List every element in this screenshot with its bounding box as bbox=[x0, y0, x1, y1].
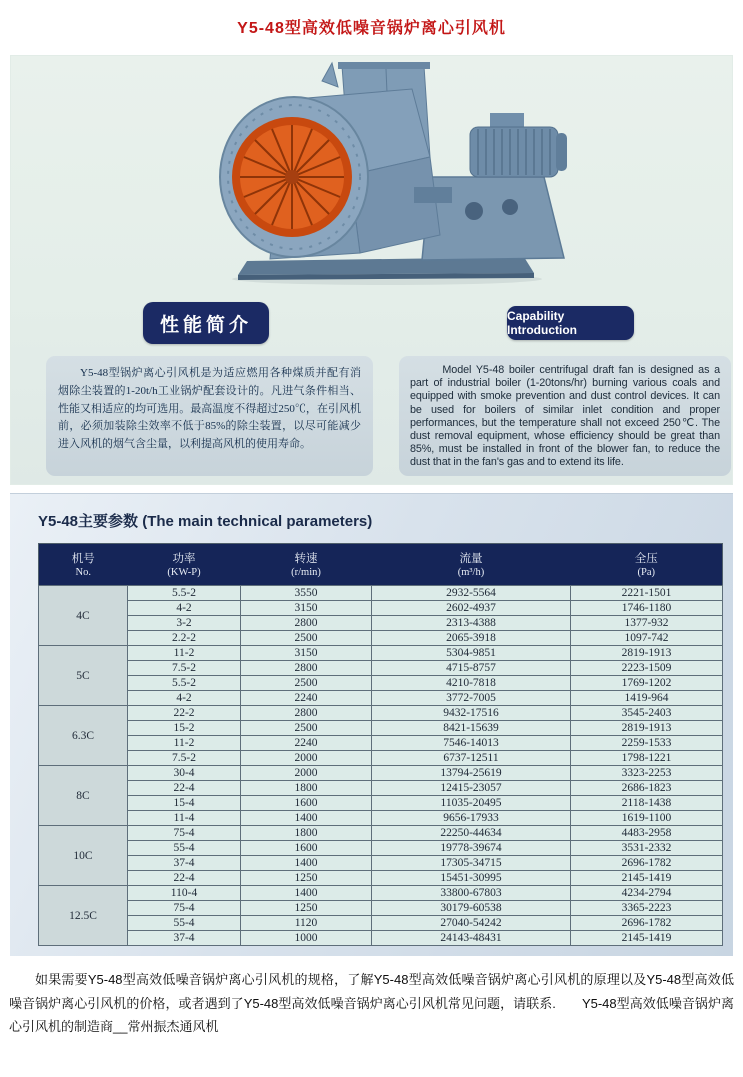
table-row bbox=[39, 721, 723, 736]
flow-cell: 30179-60538 bbox=[372, 901, 571, 916]
pressure-cell: 3365-2223 bbox=[571, 901, 723, 916]
flow-cell: 9432-17516 bbox=[372, 706, 571, 721]
fan-product-image bbox=[172, 56, 572, 294]
flow-cell: 4715-8757 bbox=[372, 661, 571, 676]
flow-cell: 17305-34715 bbox=[372, 856, 571, 871]
table-row bbox=[39, 736, 723, 751]
pedestal-hole bbox=[502, 199, 518, 215]
pressure-cell: 3531-2332 bbox=[571, 841, 723, 856]
table-row bbox=[39, 841, 723, 856]
table-row bbox=[39, 661, 723, 676]
intro-text-english: Model Y5-48 boiler centrifugal draft fan is designed as a part of industrial boiler (1-20tons/hr) burning various coals and equipped with smoke prevention and dust control devices. It can be used for boilers of similar inlet condition and proper performances, but the temperature shall not exceed 250℃. The dust removal equipment, whose efficiency should be great than 85%, must be installed in front of the blower fan, to reduce the dust that in the fan's gas and to extend its life. bbox=[399, 356, 731, 476]
speed-cell: 1250 bbox=[241, 901, 372, 916]
power-cell: 55-4 bbox=[128, 841, 241, 856]
pressure-cell: 3545-2403 bbox=[571, 706, 723, 721]
pressure-cell: 4483-2958 bbox=[571, 826, 723, 841]
speed-cell: 1600 bbox=[241, 841, 372, 856]
power-cell: 11-2 bbox=[128, 646, 241, 661]
table-row bbox=[39, 631, 723, 646]
speed-cell: 1600 bbox=[241, 796, 372, 811]
fan-illustration bbox=[172, 59, 572, 289]
col-header-speed-unit: (r/min) bbox=[291, 566, 321, 578]
speed-cell: 2800 bbox=[241, 661, 372, 676]
power-cell: 75-4 bbox=[128, 901, 241, 916]
table-row bbox=[39, 781, 723, 796]
speed-cell: 1250 bbox=[241, 871, 372, 886]
power-cell: 75-4 bbox=[128, 826, 241, 841]
pressure-cell: 2145-1419 bbox=[571, 931, 723, 946]
col-header-model-cn: 机号 bbox=[71, 552, 95, 565]
flow-cell: 2932-5564 bbox=[372, 586, 571, 601]
flow-cell: 24143-48431 bbox=[372, 931, 571, 946]
flow-cell: 33800-67803 bbox=[372, 886, 571, 901]
pressure-cell: 2686-1823 bbox=[571, 781, 723, 796]
flow-cell: 11035-20495 bbox=[372, 796, 571, 811]
flow-cell: 6737-12511 bbox=[372, 751, 571, 766]
pressure-cell: 2118-1438 bbox=[571, 796, 723, 811]
pressure-cell: 1769-1202 bbox=[571, 676, 723, 691]
speed-cell: 1000 bbox=[241, 931, 372, 946]
col-header-flow-cn: 流量 bbox=[459, 552, 483, 565]
power-cell: 4-2 bbox=[128, 601, 241, 616]
flow-cell: 9656-17933 bbox=[372, 811, 571, 826]
table-row bbox=[39, 931, 723, 946]
speed-cell: 1400 bbox=[241, 856, 372, 871]
col-header-power-unit: (KW-P) bbox=[167, 566, 201, 578]
table-row bbox=[39, 796, 723, 811]
flow-cell: 19778-39674 bbox=[372, 841, 571, 856]
speed-cell: 2800 bbox=[241, 616, 372, 631]
table-row bbox=[39, 871, 723, 886]
power-cell: 11-4 bbox=[128, 811, 241, 826]
flow-cell: 15451-30995 bbox=[372, 871, 571, 886]
pressure-cell: 2259-1533 bbox=[571, 736, 723, 751]
power-cell: 4-2 bbox=[128, 691, 241, 706]
pressure-cell: 1619-1100 bbox=[571, 811, 723, 826]
intro-panel bbox=[10, 55, 733, 485]
speed-cell: 1120 bbox=[241, 916, 372, 931]
table-row bbox=[39, 766, 723, 781]
fan-outlet-flange bbox=[338, 62, 430, 69]
table-row bbox=[39, 691, 723, 706]
power-cell: 110-4 bbox=[128, 886, 241, 901]
col-header-model bbox=[39, 544, 128, 586]
flow-cell: 5304-9851 bbox=[372, 646, 571, 661]
pedestal-hole bbox=[465, 202, 483, 220]
flow-cell: 2065-3918 bbox=[372, 631, 571, 646]
pressure-cell: 2223-1509 bbox=[571, 661, 723, 676]
speed-cell: 2240 bbox=[241, 736, 372, 751]
fan-hub bbox=[285, 170, 299, 184]
flow-cell: 27040-54242 bbox=[372, 916, 571, 931]
parameters-panel bbox=[10, 493, 733, 956]
model-cell: 4C bbox=[39, 586, 128, 646]
flow-cell: 8421-15639 bbox=[372, 721, 571, 736]
speed-cell: 2500 bbox=[241, 631, 372, 646]
flow-cell: 22250-44634 bbox=[372, 826, 571, 841]
params-table-body bbox=[39, 586, 723, 946]
intro-textboxes bbox=[46, 356, 732, 476]
power-cell: 22-2 bbox=[128, 706, 241, 721]
col-header-flow-unit: (m³/h) bbox=[457, 566, 485, 578]
speed-cell: 2000 bbox=[241, 766, 372, 781]
col-header-power-cn: 功率 bbox=[172, 552, 196, 565]
table-row bbox=[39, 706, 723, 721]
flow-cell: 13794-25619 bbox=[372, 766, 571, 781]
col-header-model-sub: No. bbox=[75, 566, 91, 578]
table-row bbox=[39, 886, 723, 901]
flow-cell: 3772-7005 bbox=[372, 691, 571, 706]
pressure-cell: 1746-1180 bbox=[571, 601, 723, 616]
col-header-pressure bbox=[571, 544, 723, 586]
table-row bbox=[39, 811, 723, 826]
intro-text-chinese: Y5-48型锅炉离心引风机是为适应燃用各种煤质并配有消烟除尘装置的1-20t/h工业锅炉配套设计的。凡进气条件相当、性能又相适应的均可选用。最高温度不得超过250℃，在引风机前，必须加装除尘效率不低于85%的除尘装置，以尽可能减少进入风机的烟气含尘量，以利提高风机的使用寿命。 bbox=[46, 356, 373, 476]
power-cell: 22-4 bbox=[128, 871, 241, 886]
power-cell: 3-2 bbox=[128, 616, 241, 631]
pressure-cell: 1097-742 bbox=[571, 631, 723, 646]
pressure-cell: 1419-964 bbox=[571, 691, 723, 706]
speed-cell: 2500 bbox=[241, 676, 372, 691]
power-cell: 11-2 bbox=[128, 736, 241, 751]
pressure-cell: 4234-2794 bbox=[571, 886, 723, 901]
performance-intro-heading: 性能简介 bbox=[143, 302, 269, 344]
pressure-cell: 2221-1501 bbox=[571, 586, 723, 601]
pressure-cell: 2819-1913 bbox=[571, 721, 723, 736]
speed-cell: 1400 bbox=[241, 811, 372, 826]
table-row bbox=[39, 916, 723, 931]
pressure-cell: 3323-2253 bbox=[571, 766, 723, 781]
col-header-speed-cn: 转速 bbox=[294, 552, 318, 565]
pressure-cell: 2145-1419 bbox=[571, 871, 723, 886]
pressure-cell: 2819-1913 bbox=[571, 646, 723, 661]
table-row bbox=[39, 646, 723, 661]
speed-cell: 1800 bbox=[241, 781, 372, 796]
motor-end-cap bbox=[556, 133, 567, 171]
table-header-row bbox=[39, 544, 723, 586]
power-cell: 37-4 bbox=[128, 856, 241, 871]
model-cell: 6.3C bbox=[39, 706, 128, 766]
col-header-power bbox=[128, 544, 241, 586]
speed-cell: 1400 bbox=[241, 886, 372, 901]
fan-motor bbox=[470, 127, 558, 177]
parameters-section-title: Y5-48主要参数 (The main technical parameters) bbox=[38, 513, 373, 531]
flow-cell: 4210-7818 bbox=[372, 676, 571, 691]
flow-cell: 2602-4937 bbox=[372, 601, 571, 616]
fan-top-bracket bbox=[322, 63, 338, 87]
table-row bbox=[39, 616, 723, 631]
speed-cell: 2240 bbox=[241, 691, 372, 706]
col-header-pressure-cn: 全压 bbox=[634, 552, 658, 565]
power-cell: 30-4 bbox=[128, 766, 241, 781]
table-row bbox=[39, 826, 723, 841]
fan-shaft bbox=[414, 187, 452, 203]
power-cell: 55-4 bbox=[128, 916, 241, 931]
speed-cell: 2500 bbox=[241, 721, 372, 736]
power-cell: 37-4 bbox=[128, 931, 241, 946]
pressure-cell: 1377-932 bbox=[571, 616, 723, 631]
model-cell: 8C bbox=[39, 766, 128, 826]
table-row bbox=[39, 901, 723, 916]
power-cell: 5.5-2 bbox=[128, 586, 241, 601]
pressure-cell: 1798-1221 bbox=[571, 751, 723, 766]
power-cell: 2.2-2 bbox=[128, 631, 241, 646]
power-cell: 22-4 bbox=[128, 781, 241, 796]
table-row bbox=[39, 601, 723, 616]
power-cell: 15-4 bbox=[128, 796, 241, 811]
page-title: Y5-48型高效低噪音锅炉离心引风机 bbox=[237, 20, 506, 37]
section-headings bbox=[143, 302, 634, 344]
table-row bbox=[39, 586, 723, 601]
pressure-cell: 2696-1782 bbox=[571, 916, 723, 931]
table-row bbox=[39, 751, 723, 766]
flow-cell: 7546-14013 bbox=[372, 736, 571, 751]
speed-cell: 2800 bbox=[241, 706, 372, 721]
footer-text: 如果需要Y5-48型高效低噪音锅炉离心引风机的规格，了解Y5-48型高效低噪音锅炉离心引风机的原理以及Y5-48型高效低噪音锅炉离心引风机的价格，或者遇到了Y5-48型高效低噪音锅炉离心引风机常见问题，请联系. Y5-48型高效低噪音锅炉离心引风机的制造商__常州振杰通风机 bbox=[9, 972, 734, 1034]
table-row bbox=[39, 676, 723, 691]
power-cell: 7.5-2 bbox=[128, 751, 241, 766]
pressure-cell: 2696-1782 bbox=[571, 856, 723, 871]
model-cell: 5C bbox=[39, 646, 128, 706]
speed-cell: 3550 bbox=[241, 586, 372, 601]
power-cell: 15-2 bbox=[128, 721, 241, 736]
power-cell: 5.5-2 bbox=[128, 676, 241, 691]
speed-cell: 2000 bbox=[241, 751, 372, 766]
speed-cell: 1800 bbox=[241, 826, 372, 841]
speed-cell: 3150 bbox=[241, 646, 372, 661]
col-header-flow bbox=[372, 544, 571, 586]
col-header-pressure-unit: (Pa) bbox=[637, 566, 655, 578]
flow-cell: 2313-4388 bbox=[372, 616, 571, 631]
model-cell: 12.5C bbox=[39, 886, 128, 946]
table-row bbox=[39, 856, 723, 871]
flow-cell: 12415-23057 bbox=[372, 781, 571, 796]
speed-cell: 3150 bbox=[241, 601, 372, 616]
power-cell: 7.5-2 bbox=[128, 661, 241, 676]
parameters-table bbox=[38, 543, 723, 946]
model-cell: 10C bbox=[39, 826, 128, 886]
capability-introduction-heading: Capability Introduction bbox=[507, 306, 634, 340]
col-header-speed bbox=[241, 544, 372, 586]
